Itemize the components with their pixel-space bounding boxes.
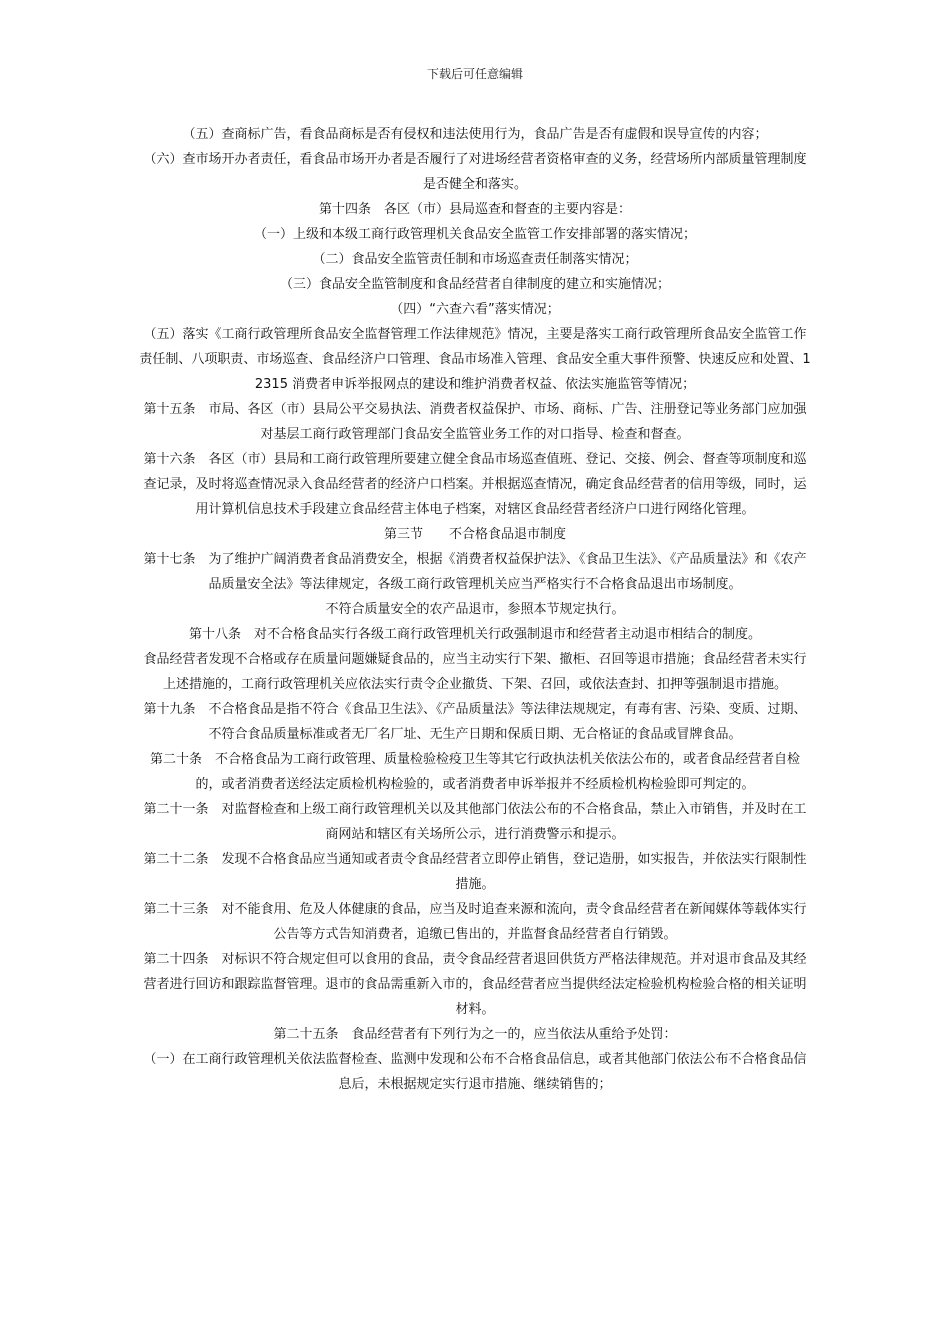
paragraph: 第十六条 各区（市）县局和工商行政管理所要建立健全食品市场巡查值班、登记、交接、例会、督查等项制度和巡查记录，及时将巡查情况录入食品经营者的经济户口档案。并根据巡查情况，确定食品经营者的信用等级，同时，运用计算机信息技术手段建立食品经营主体电子档案，对辖区食品经营者经济户口进行网络化管理。 — [143, 452, 807, 517]
paragraph: 第十七条 为了维护广阔消费者食品消费安全，根据《消费者权益保护法》、《食品卫生法》、《产品质量法》和《农产品质量安全法》等法律规定，各级工商行政管理机关应当严格实行不合格食品退出市场制度。 — [143, 552, 807, 592]
paragraph: 第十五条 市局、各区（市）县局公平交易执法、消费者权益保护、市场、商标、广告、注册登记等业务部门应加强对基层工商行政管理部门食品安全监管业务工作的对口指导、检查和督查。 — [143, 402, 807, 442]
article-heading: 第十四条 各区（市）县局巡查和督查的主要内容是： — [318, 202, 631, 217]
paragraph: 不符合质量安全的农产品退市，参照本节规定执行。 — [325, 602, 625, 617]
paragraph: 第二十四条 对标识不符合规定但可以食用的食品，责令食品经营者退回供货方严格法律规范。并对退市食品及其经营者进行回访和跟踪监督管理。退市的食品需重新入市的，食品经营者应当提供经法定检验机构检验合格的相关证明材料。 — [143, 952, 807, 1017]
paragraph: （一）上级和本级工商行政管理机关食品安全监管工作安排部署的落实情况； — [253, 227, 696, 242]
paragraph: 第二十一条 对监督检查和上级工商行政管理机关以及其他部门依法公布的不合格食品，禁止入市销售，并及时在工商网站和辖区有关场所公示，进行消费警示和提示。 — [143, 802, 807, 842]
paragraph: （五）查商标广告，看食品商标是否有侵权和违法使用行为，食品广告是否有虚假和误导宣传的内容； — [182, 127, 768, 142]
paragraph: （六）查市场开办者责任，看食品市场开办者是否履行了对进场经营者资格审查的义务，经营场所内部质量管理制度是否健全和落实。 — [143, 152, 807, 192]
paragraph: （四）“六查六看”落实情况； — [390, 302, 560, 317]
paragraph: 第二十条 不合格食品为工商行政管理、质量检验检疫卫生等其它行政执法机关依法公布的，或者食品经营者自检的，或者消费者送经法定质检机构检验的，或者消费者申诉举报并不经质检机构检验即可判定的。 — [149, 752, 800, 792]
paragraph: （三）食品安全监管制度和食品经营者自律制度的建立和实施情况； — [279, 277, 670, 292]
article-heading: 第二十五条 食品经营者有下列行为之一的，应当依法从重给予处罚： — [273, 1027, 677, 1042]
paragraph: 第十九条 不合格食品是指不符合《食品卫生法》、《产品质量法》等法律法规规定，有毒有害、污染、变质、过期、不符合食品质量标准或者无厂名厂址、无生产日期和保质日期、无合格证的食品或冒牌食品。 — [143, 702, 807, 742]
page-header: 下载后可任意编辑 — [426, 67, 523, 81]
section-heading: 第三节 不合格食品退市制度 — [383, 527, 566, 542]
paragraph: 第十八条 对不合格食品实行各级工商行政管理机关行政强制退市和经营者主动退市相结合的制度。 — [188, 627, 761, 642]
paragraph: （一）在工商行政管理机关依法监督检查、监测中发现和公布不合格食品信息，或者其他部门依法公布不合格食品信息后，未根据规定实行退市措施、继续销售的； — [143, 1052, 807, 1092]
paragraph: （二）食品安全监管责任制和市场巡查责任制落实情况； — [312, 252, 638, 267]
document-body — [138, 122, 812, 1097]
paragraph: 第二十二条 发现不合格食品应当通知或者责令食品经营者立即停止销售，登记造册，如实报告，并依法实行限制性措施。 — [143, 852, 807, 892]
paragraph: 食品经营者发现不合格或存在质量问题嫌疑食品的，应当主动实行下架、撤柜、召回等退市措施；食品经营者未实行上述措施的，工商行政管理机关应依法实行责令企业撤货、下架、召回，或依法查封、扣押等强制退市措施。 — [143, 652, 807, 692]
paragraph: （五）落实《工商行政管理所食品安全监督管理工作法律规范》情况，主要是落实工商行政管理所食品安全监管工作责任制、八项职责、市场巡查、食品经济户口管理、食品市场准入管理、食品安全重大事件预警、快速反应和处置、12315 消费者申诉举报网点的建设和维护消费者权益、依法实施监管等情况； — [139, 327, 811, 392]
paragraph: 第二十三条 对不能食用、危及人体健康的食品，应当及时追查来源和流向，责令食品经营者在新闻媒体等载体实行公告等方式告知消费者，追缴已售出的，并监督食品经营者自行销毁。 — [143, 902, 807, 942]
